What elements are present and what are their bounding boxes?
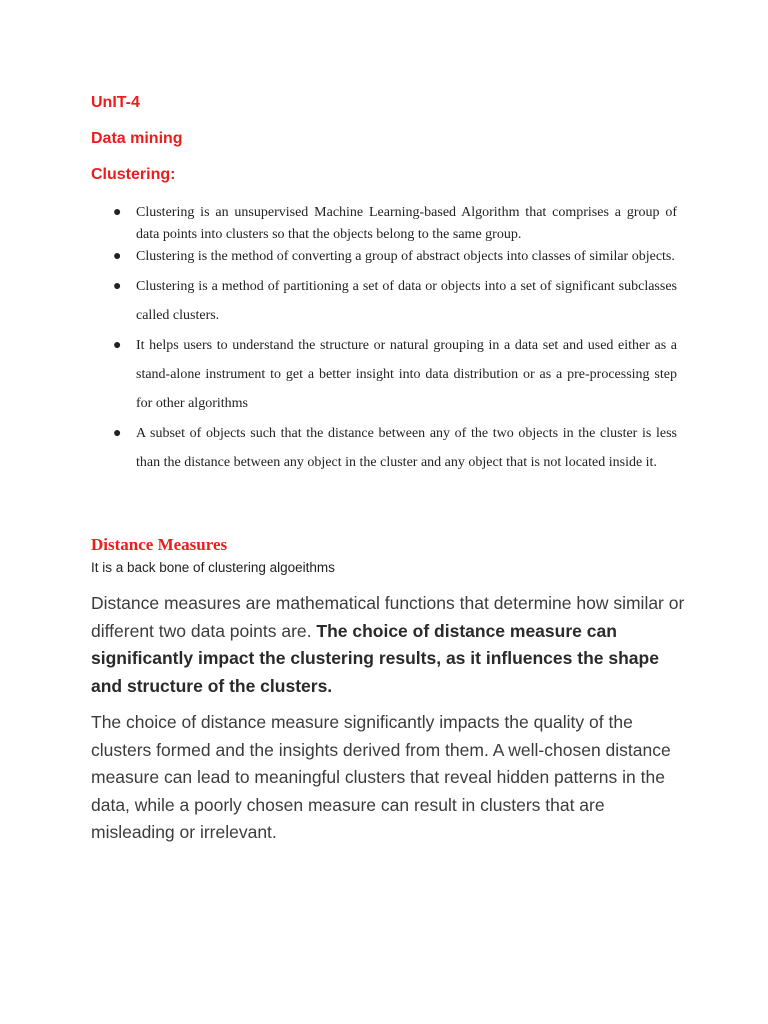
bullet-item (91, 331, 677, 418)
bullet-text: Clustering is a method of partitioning a set of data or objects into a set of significant subclasses called clusters. (136, 279, 677, 323)
bullet-dot-icon: ● (113, 249, 122, 264)
bullet-item (91, 272, 677, 330)
clustering-heading: Clustering: (91, 166, 176, 183)
bullet-dot-icon: ● (113, 338, 122, 353)
bullet-dot-icon: ● (113, 205, 122, 220)
data-mining-heading: Data mining (91, 130, 183, 147)
bullet-item (91, 419, 677, 477)
distance-paragraph-1 (91, 590, 691, 700)
distance-note: It is a back bone of clustering algoeithms (91, 560, 335, 575)
unit-heading: UnIT-4 (91, 94, 140, 111)
clustering-bullet-list (91, 202, 677, 477)
bullet-text: Clustering is an unsupervised Machine Learning-based Algorithm that comprises a group of data points into clusters so that the objects belong to the same group. (136, 205, 677, 242)
bullet-text: It helps users to understand the structure or natural grouping in a data set and used either as a stand-alone instrument to get a better insight into data distribution or as a pre-processing step for other algorithms (136, 338, 677, 411)
bullet-item (91, 242, 677, 271)
distance-paragraph-2: The choice of distance measure significantly impacts the quality of the clusters formed and the insights derived from them. A well-chosen distance measure can lead to meaningful clusters that reveal hidden patterns in the data, while a poorly chosen measure can result in clusters that are misleading or irrelevant. (91, 712, 671, 842)
para1-normal-text: Distance measures are mathematical functions that determine how similar or different two data points are. (91, 593, 685, 641)
bullet-text: Clustering is the method of converting a group of abstract objects into classes of similar objects. (136, 249, 675, 264)
bullet-text: A subset of objects such that the distance between any of the two objects in the cluster is less than the distance between any object in the cluster and any object that is not located inside it. (136, 426, 677, 470)
bullet-item (91, 202, 677, 246)
bullet-dot-icon: ● (113, 279, 122, 294)
bullet-dot-icon: ● (113, 426, 122, 441)
para1-bold-text: The choice of distance measure can significantly impact the clustering results, as it influences the shape and structure of the clusters. (91, 620, 659, 696)
distance-measures-heading: Distance Measures (91, 535, 228, 554)
